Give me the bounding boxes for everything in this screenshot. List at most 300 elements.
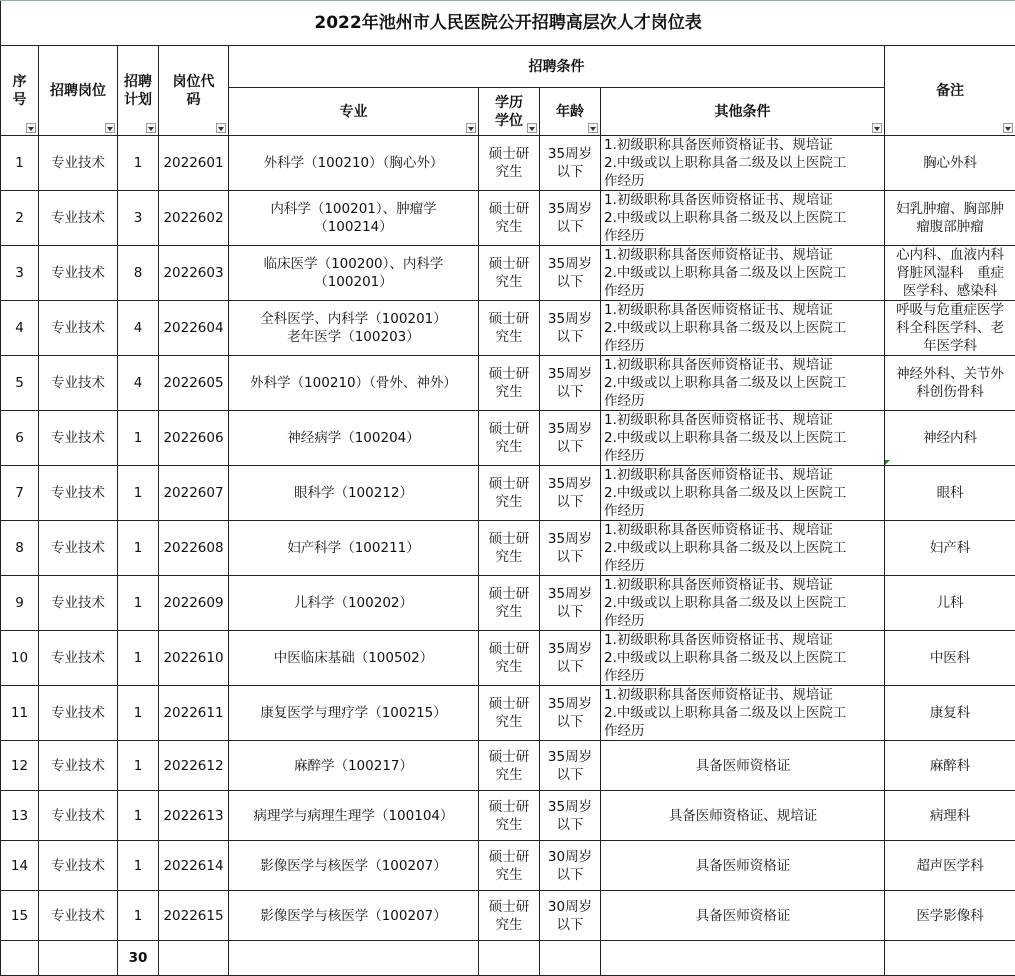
total-cell-major[interactable] <box>229 941 479 976</box>
total-row <box>1 941 1015 976</box>
major-line: 影像医学与核医学（100207） <box>231 907 476 925</box>
cell-other[interactable] <box>601 356 885 411</box>
major-line: （100201） <box>231 273 476 291</box>
degree-line: 硕士研 <box>481 420 537 438</box>
table-row <box>1 356 1015 411</box>
degree-line: 硕士研 <box>481 255 537 273</box>
table-row <box>1 136 1015 191</box>
degree-line: 硕士研 <box>481 748 537 766</box>
cell-other[interactable] <box>601 411 885 466</box>
degree-line: 究生 <box>481 916 537 934</box>
cell-plan[interactable]: 3 <box>118 191 159 246</box>
cell-degree[interactable] <box>479 466 540 521</box>
degree-line: 究生 <box>481 163 537 181</box>
cell-seq[interactable]: 14 <box>1 841 39 891</box>
cell-degree[interactable] <box>479 576 540 631</box>
cell-remark[interactable] <box>885 791 1015 841</box>
cell-plan[interactable]: 4 <box>118 356 159 411</box>
age-line: 30周岁 <box>542 848 598 866</box>
remark-line: 麻醉科 <box>887 757 1013 775</box>
cell-age[interactable] <box>540 136 601 191</box>
remark-line: 超声医学科 <box>887 857 1013 875</box>
other-line: 2.中级或以上职称具备二级及以上医院工 <box>604 264 882 282</box>
cell-seq[interactable]: 9 <box>1 576 39 631</box>
cell-age[interactable] <box>540 891 601 941</box>
header-plan-line1: 招聘 <box>120 73 156 91</box>
degree-line: 硕士研 <box>481 475 537 493</box>
cell-code[interactable]: 2022604 <box>159 301 229 356</box>
cell-other[interactable] <box>601 246 885 301</box>
other-line: 作经历 <box>604 447 882 465</box>
filter-dropdown-icon[interactable] <box>146 123 156 133</box>
age-line: 以下 <box>542 713 598 731</box>
cell-plan[interactable]: 1 <box>118 891 159 941</box>
other-line: 作经历 <box>604 227 882 245</box>
cell-plan[interactable]: 8 <box>118 246 159 301</box>
cell-post[interactable]: 专业技术 <box>39 891 118 941</box>
header-post <box>39 46 118 136</box>
remark-line: 科创伤骨科 <box>887 383 1013 401</box>
remark-line: 医学影像科 <box>887 907 1013 925</box>
age-line: 35周岁 <box>542 365 598 383</box>
filter-dropdown-icon[interactable] <box>527 123 537 133</box>
cell-post[interactable]: 专业技术 <box>39 521 118 576</box>
cell-plan[interactable]: 4 <box>118 301 159 356</box>
cell-seq[interactable]: 13 <box>1 791 39 841</box>
cell-degree[interactable] <box>479 631 540 686</box>
cell-age[interactable] <box>540 841 601 891</box>
other-line: 具备医师资格证 <box>604 907 882 925</box>
other-line: 1.初级职称具备医师资格证书、规培证 <box>604 521 882 539</box>
remark-line: 呼吸与危重症医学 <box>887 301 1013 319</box>
cell-age[interactable] <box>540 631 601 686</box>
remark-line: 肾脏风湿科 重症 <box>887 264 1013 282</box>
cell-post[interactable]: 专业技术 <box>39 136 118 191</box>
header-degree-line2: 学位 <box>481 112 537 130</box>
age-line: 35周岁 <box>542 255 598 273</box>
age-line: 35周岁 <box>542 310 598 328</box>
cell-remark[interactable] <box>885 891 1015 941</box>
other-line: 作经历 <box>604 557 882 575</box>
cell-seq[interactable]: 6 <box>1 411 39 466</box>
degree-line: 究生 <box>481 218 537 236</box>
other-line: 2.中级或以上职称具备二级及以上医院工 <box>604 319 882 337</box>
age-line: 以下 <box>542 548 598 566</box>
remark-line: 心内科、血液内科 <box>887 246 1013 264</box>
cell-other[interactable] <box>601 301 885 356</box>
cell-age[interactable] <box>540 686 601 741</box>
other-line: 具备医师资格证 <box>604 857 882 875</box>
cell-seq[interactable]: 7 <box>1 466 39 521</box>
cell-seq[interactable]: 5 <box>1 356 39 411</box>
other-line: 1.初级职称具备医师资格证书、规培证 <box>604 301 882 319</box>
cell-seq[interactable]: 12 <box>1 741 39 791</box>
header-major <box>229 88 479 136</box>
cell-remark[interactable] <box>885 411 1015 466</box>
total-cell-code[interactable] <box>159 941 229 976</box>
cell-remark[interactable] <box>885 686 1015 741</box>
major-line: 中医临床基础（100502） <box>231 649 476 667</box>
cell-seq[interactable]: 10 <box>1 631 39 686</box>
header-age <box>540 88 601 136</box>
table-row <box>1 686 1015 741</box>
cell-other[interactable] <box>601 136 885 191</box>
other-line: 作经历 <box>604 667 882 685</box>
cell-major[interactable] <box>229 521 479 576</box>
remark-line: 儿科 <box>887 594 1013 612</box>
other-line: 2.中级或以上职称具备二级及以上医院工 <box>604 374 882 392</box>
cell-plan[interactable]: 1 <box>118 841 159 891</box>
table-title: 2022年池州市人民医院公开招聘高层次人才岗位表 <box>1 1 1015 46</box>
cell-other[interactable] <box>601 891 885 941</box>
cell-age[interactable] <box>540 741 601 791</box>
remark-line: 病理科 <box>887 807 1013 825</box>
age-line: 以下 <box>542 493 598 511</box>
age-line: 以下 <box>542 273 598 291</box>
other-line: 1.初级职称具备医师资格证书、规培证 <box>604 191 882 209</box>
cell-remark[interactable] <box>885 741 1015 791</box>
filter-dropdown-icon[interactable] <box>216 123 226 133</box>
age-line: 以下 <box>542 438 598 456</box>
cell-seq[interactable]: 3 <box>1 246 39 301</box>
cell-major[interactable] <box>229 841 479 891</box>
cell-code[interactable]: 2022612 <box>159 741 229 791</box>
total-cell-remark[interactable] <box>885 941 1015 976</box>
other-line: 作经历 <box>604 282 882 300</box>
header-code <box>159 46 229 136</box>
other-line: 2.中级或以上职称具备二级及以上医院工 <box>604 704 882 722</box>
cell-post[interactable]: 专业技术 <box>39 686 118 741</box>
other-line: 1.初级职称具备医师资格证书、规培证 <box>604 686 882 704</box>
cell-major[interactable] <box>229 741 479 791</box>
cell-post[interactable]: 专业技术 <box>39 411 118 466</box>
cell-age[interactable] <box>540 466 601 521</box>
cell-code[interactable]: 2022615 <box>159 891 229 941</box>
cell-post[interactable]: 专业技术 <box>39 741 118 791</box>
cell-plan[interactable]: 1 <box>118 686 159 741</box>
degree-line: 究生 <box>481 273 537 291</box>
other-line: 作经历 <box>604 172 882 190</box>
table-row <box>1 246 1015 301</box>
cell-code[interactable]: 2022602 <box>159 191 229 246</box>
degree-line: 硕士研 <box>481 798 537 816</box>
cell-remark[interactable] <box>885 521 1015 576</box>
cell-degree[interactable] <box>479 841 540 891</box>
cell-major[interactable] <box>229 301 479 356</box>
cell-age[interactable] <box>540 301 601 356</box>
cell-post[interactable]: 专业技术 <box>39 246 118 301</box>
major-line: 内科学（100201）、肿瘤学 <box>231 200 476 218</box>
cell-seq[interactable]: 1 <box>1 136 39 191</box>
cell-code[interactable]: 2022613 <box>159 791 229 841</box>
major-line: 儿科学（100202） <box>231 594 476 612</box>
cell-major[interactable] <box>229 411 479 466</box>
degree-line: 究生 <box>481 383 537 401</box>
cell-remark[interactable] <box>885 356 1015 411</box>
cell-code[interactable]: 2022603 <box>159 246 229 301</box>
cell-major[interactable] <box>229 686 479 741</box>
cell-degree[interactable] <box>479 891 540 941</box>
table-row <box>1 741 1015 791</box>
age-line: 35周岁 <box>542 475 598 493</box>
cell-major[interactable] <box>229 576 479 631</box>
major-line: 麻醉学（100217） <box>231 757 476 775</box>
age-line: 以下 <box>542 218 598 236</box>
major-line: 妇产科学（100211） <box>231 539 476 557</box>
cell-seq[interactable]: 15 <box>1 891 39 941</box>
table-row <box>1 301 1015 356</box>
table-row <box>1 466 1015 521</box>
cell-code[interactable]: 2022608 <box>159 521 229 576</box>
cell-other[interactable] <box>601 521 885 576</box>
cell-other[interactable] <box>601 841 885 891</box>
other-line: 2.中级或以上职称具备二级及以上医院工 <box>604 649 882 667</box>
cell-post[interactable]: 专业技术 <box>39 576 118 631</box>
remark-line: 神经外科、关节外 <box>887 365 1013 383</box>
cell-code[interactable]: 2022607 <box>159 466 229 521</box>
cell-age[interactable] <box>540 356 601 411</box>
table-row <box>1 191 1015 246</box>
other-line: 作经历 <box>604 392 882 410</box>
cell-remark[interactable] <box>885 631 1015 686</box>
age-line: 35周岁 <box>542 530 598 548</box>
other-line: 具备医师资格证 <box>604 757 882 775</box>
degree-line: 究生 <box>481 766 537 784</box>
cell-other[interactable] <box>601 631 885 686</box>
remark-line: 妇产科 <box>887 539 1013 557</box>
filter-dropdown-icon[interactable] <box>872 123 882 133</box>
degree-line: 硕士研 <box>481 898 537 916</box>
other-line: 1.初级职称具备医师资格证书、规培证 <box>604 576 882 594</box>
cell-degree[interactable] <box>479 741 540 791</box>
cell-major[interactable] <box>229 356 479 411</box>
age-line: 以下 <box>542 163 598 181</box>
major-line: （100214） <box>231 218 476 236</box>
total-cell-degree[interactable] <box>479 941 540 976</box>
table-row <box>1 521 1015 576</box>
major-line: 外科学（100210）（骨外、神外） <box>231 374 476 392</box>
other-line: 1.初级职称具备医师资格证书、规培证 <box>604 136 882 154</box>
cell-code[interactable]: 2022605 <box>159 356 229 411</box>
degree-line: 硕士研 <box>481 640 537 658</box>
filter-dropdown-icon[interactable] <box>588 123 598 133</box>
header-remark <box>885 46 1015 136</box>
major-line: 康复医学与理疗学（100215） <box>231 704 476 722</box>
cell-age[interactable] <box>540 521 601 576</box>
age-line: 以下 <box>542 816 598 834</box>
comment-marker-icon <box>885 460 890 465</box>
major-line: 神经病学（100204） <box>231 429 476 447</box>
cell-seq[interactable]: 2 <box>1 191 39 246</box>
remark-line: 科全科医学科、老 <box>887 319 1013 337</box>
cell-degree[interactable] <box>479 411 540 466</box>
header-degree-line1: 学历 <box>481 94 537 112</box>
cell-code[interactable]: 2022614 <box>159 841 229 891</box>
cell-age[interactable] <box>540 246 601 301</box>
major-line: 全科医学、内科学（100201） <box>231 310 476 328</box>
cell-other[interactable] <box>601 791 885 841</box>
age-line: 35周岁 <box>542 748 598 766</box>
filter-dropdown-icon[interactable] <box>466 123 476 133</box>
degree-line: 究生 <box>481 816 537 834</box>
total-cell-other[interactable] <box>601 941 885 976</box>
header-seq-line2: 号 <box>3 91 36 109</box>
cell-plan[interactable]: 1 <box>118 466 159 521</box>
header-plan <box>118 46 159 136</box>
cell-seq[interactable]: 8 <box>1 521 39 576</box>
degree-line: 硕士研 <box>481 848 537 866</box>
degree-line: 究生 <box>481 438 537 456</box>
cell-post[interactable]: 专业技术 <box>39 791 118 841</box>
cell-post[interactable]: 专业技术 <box>39 356 118 411</box>
cell-plan[interactable]: 1 <box>118 576 159 631</box>
cell-code[interactable]: 2022610 <box>159 631 229 686</box>
header-degree <box>479 88 540 136</box>
major-line: 眼科学（100212） <box>231 484 476 502</box>
cell-plan[interactable]: 1 <box>118 136 159 191</box>
remark-line: 神经内科 <box>887 429 1013 447</box>
age-line: 以下 <box>542 603 598 621</box>
table-row <box>1 841 1015 891</box>
header-post-label: 招聘岗位 <box>50 83 106 99</box>
remark-line: 康复科 <box>887 704 1013 722</box>
other-line: 1.初级职称具备医师资格证书、规培证 <box>604 246 882 264</box>
cell-remark[interactable] <box>885 191 1015 246</box>
cell-other[interactable] <box>601 191 885 246</box>
cell-major[interactable] <box>229 631 479 686</box>
age-line: 35周岁 <box>542 200 598 218</box>
cell-degree[interactable] <box>479 191 540 246</box>
cell-age[interactable] <box>540 191 601 246</box>
cell-plan[interactable]: 1 <box>118 791 159 841</box>
cell-other[interactable] <box>601 466 885 521</box>
header-major-label: 专业 <box>340 104 368 120</box>
cell-code[interactable]: 2022611 <box>159 686 229 741</box>
header-remark-label: 备注 <box>936 83 964 99</box>
remark-line: 中医科 <box>887 649 1013 667</box>
other-line: 1.初级职称具备医师资格证书、规培证 <box>604 631 882 649</box>
cell-degree[interactable] <box>479 301 540 356</box>
cell-major[interactable] <box>229 891 479 941</box>
age-line: 35周岁 <box>542 420 598 438</box>
cell-degree[interactable] <box>479 791 540 841</box>
cell-major[interactable] <box>229 791 479 841</box>
cell-plan[interactable]: 1 <box>118 631 159 686</box>
other-line: 2.中级或以上职称具备二级及以上医院工 <box>604 209 882 227</box>
remark-line: 医学科、感染科 <box>887 282 1013 300</box>
cell-plan[interactable]: 1 <box>118 521 159 576</box>
filter-dropdown-icon[interactable] <box>1003 123 1013 133</box>
degree-line: 硕士研 <box>481 530 537 548</box>
total-plan[interactable]: 30 <box>118 941 159 976</box>
major-line: 老年医学（100203） <box>231 328 476 346</box>
age-line: 35周岁 <box>542 585 598 603</box>
cell-age[interactable] <box>540 791 601 841</box>
cell-other[interactable] <box>601 741 885 791</box>
degree-line: 究生 <box>481 328 537 346</box>
degree-line: 硕士研 <box>481 695 537 713</box>
header-seq-line1: 序 <box>3 73 36 91</box>
other-line: 作经历 <box>604 722 882 740</box>
cell-major[interactable] <box>229 136 479 191</box>
header-plan-line2: 计划 <box>120 91 156 109</box>
major-line: 外科学（100210）（胸心外） <box>231 154 476 172</box>
cell-code[interactable]: 2022601 <box>159 136 229 191</box>
cell-remark[interactable] <box>885 301 1015 356</box>
cell-post[interactable]: 专业技术 <box>39 191 118 246</box>
major-line: 病理学与病理生理学（100104） <box>231 807 476 825</box>
cell-major[interactable] <box>229 191 479 246</box>
cell-post[interactable]: 专业技术 <box>39 631 118 686</box>
other-line: 作经历 <box>604 502 882 520</box>
cell-post[interactable]: 专业技术 <box>39 841 118 891</box>
cell-remark[interactable] <box>885 246 1015 301</box>
cell-remark[interactable] <box>885 841 1015 891</box>
total-cell-age[interactable] <box>540 941 601 976</box>
header-code-line2: 码 <box>161 91 226 109</box>
age-line: 35周岁 <box>542 695 598 713</box>
header-conditions: 招聘条件 <box>229 46 885 88</box>
cell-remark[interactable] <box>885 466 1015 521</box>
cell-degree[interactable] <box>479 246 540 301</box>
total-cell-seq[interactable] <box>1 941 39 976</box>
other-line: 1.初级职称具备医师资格证书、规培证 <box>604 466 882 484</box>
filter-dropdown-icon[interactable] <box>26 123 36 133</box>
cell-degree[interactable] <box>479 686 540 741</box>
age-line: 35周岁 <box>542 798 598 816</box>
cell-code[interactable]: 2022606 <box>159 411 229 466</box>
age-line: 以下 <box>542 658 598 676</box>
cell-other[interactable] <box>601 576 885 631</box>
cell-seq[interactable]: 4 <box>1 301 39 356</box>
cell-degree[interactable] <box>479 136 540 191</box>
cell-post[interactable]: 专业技术 <box>39 301 118 356</box>
cell-seq[interactable]: 11 <box>1 686 39 741</box>
total-cell-post[interactable] <box>39 941 118 976</box>
filter-dropdown-icon[interactable] <box>105 123 115 133</box>
cell-remark[interactable] <box>885 576 1015 631</box>
header-seq <box>1 46 39 136</box>
cell-plan[interactable]: 1 <box>118 411 159 466</box>
degree-line: 硕士研 <box>481 365 537 383</box>
degree-line: 究生 <box>481 866 537 884</box>
cell-other[interactable] <box>601 686 885 741</box>
other-line: 1.初级职称具备医师资格证书、规培证 <box>604 356 882 374</box>
degree-line: 究生 <box>481 548 537 566</box>
table-row <box>1 891 1015 941</box>
table-row <box>1 411 1015 466</box>
header-code-line1: 岗位代 <box>161 73 226 91</box>
cell-age[interactable] <box>540 411 601 466</box>
cell-degree[interactable] <box>479 356 540 411</box>
header-other-label: 其他条件 <box>715 104 771 120</box>
cell-degree[interactable] <box>479 521 540 576</box>
cell-code[interactable]: 2022609 <box>159 576 229 631</box>
age-line: 以下 <box>542 866 598 884</box>
cell-major[interactable] <box>229 246 479 301</box>
remark-line: 瘤腹部肿瘤 <box>887 218 1013 236</box>
other-line: 2.中级或以上职称具备二级及以上医院工 <box>604 484 882 502</box>
cell-plan[interactable]: 1 <box>118 741 159 791</box>
other-line: 作经历 <box>604 337 882 355</box>
cell-remark[interactable] <box>885 136 1015 191</box>
other-line: 2.中级或以上职称具备二级及以上医院工 <box>604 429 882 447</box>
age-line: 35周岁 <box>542 640 598 658</box>
cell-post[interactable]: 专业技术 <box>39 466 118 521</box>
table-body <box>1 136 1015 941</box>
cell-age[interactable] <box>540 576 601 631</box>
cell-major[interactable] <box>229 466 479 521</box>
